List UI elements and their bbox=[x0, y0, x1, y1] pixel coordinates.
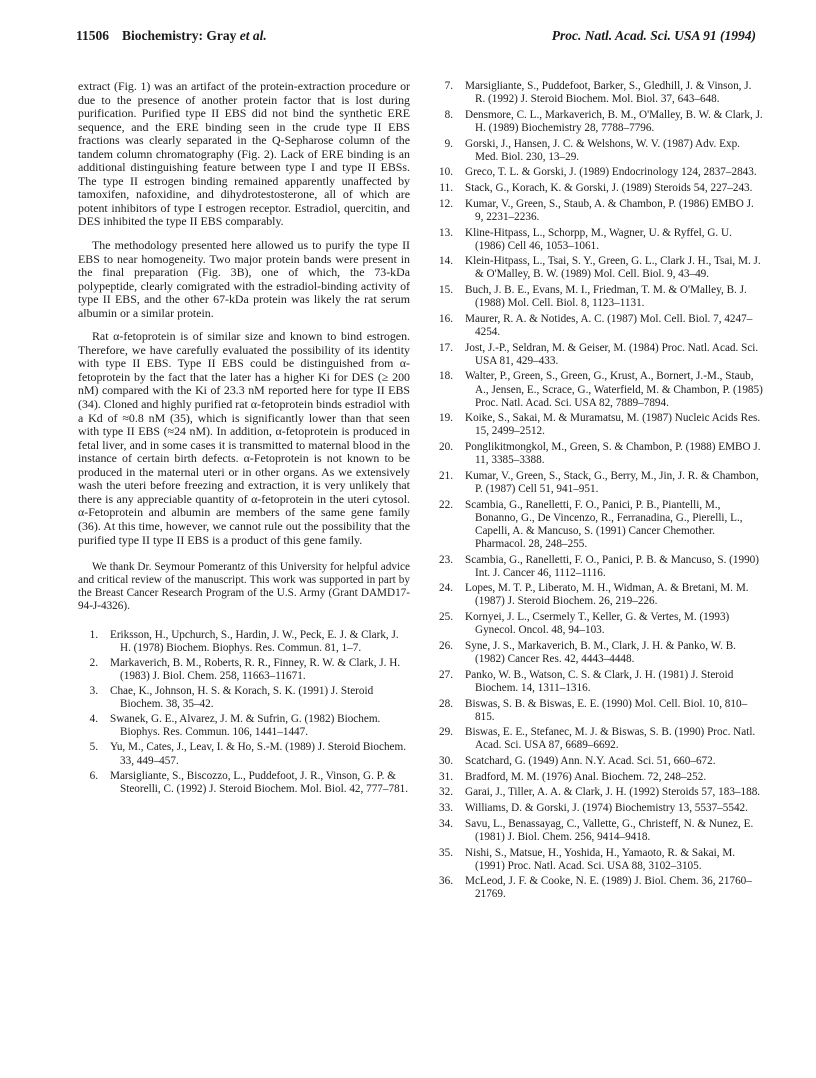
reference-number: 33. bbox=[439, 802, 453, 815]
reference-text: Buch, J. B. E., Evans, M. I., Friedman, T. M. & O'Malley, B. J. (1988) Mol. Cell. Biol. 8, 1123–1131. bbox=[465, 284, 747, 310]
reference-number: 29. bbox=[439, 726, 453, 739]
reference-item bbox=[433, 875, 763, 901]
body-paragraph-2: The methodology presented here allowed us to purify the type II EBS to near homogeneity. Two major protein bands were present in the final preparation (Fig. 3B), one of which, the 73-kDa polypeptide, clearly comigrated with the estradiol-binding activity of type II EBS, and the other 67-kDa protein was likely the rat serum albumin or a similar protein. bbox=[78, 238, 410, 320]
running-title-etal: et al. bbox=[239, 28, 267, 43]
reference-item bbox=[433, 582, 763, 608]
reference-item bbox=[433, 818, 763, 844]
reference-item bbox=[433, 786, 763, 799]
reference-number: 34. bbox=[439, 817, 453, 830]
reference-text: Scatchard, G. (1949) Ann. N.Y. Acad. Sci. 51, 660–672. bbox=[465, 755, 716, 768]
reference-number: 4. bbox=[89, 713, 98, 726]
reference-number: 31. bbox=[439, 770, 453, 783]
journal-citation: Proc. Natl. Acad. Sci. USA 91 (1994) bbox=[551, 28, 756, 43]
reference-number: 12. bbox=[439, 197, 453, 210]
reference-number: 23. bbox=[439, 553, 453, 566]
page-number: 11506 bbox=[76, 28, 110, 43]
page-header bbox=[76, 28, 756, 48]
reference-text: Yu, M., Cates, J., Leav, I. & Ho, S.-M. (1989) J. Steroid Biochem. 33, 449–457. bbox=[110, 741, 407, 767]
left-column bbox=[78, 80, 410, 798]
acknowledgment: We thank Dr. Seymour Pomerantz of this University for helpful advice and critical review of the manuscript. This work was supported in part by the Breast Cancer Research Program of the U.S. Army (Grant DAMD17-94-J-4326). bbox=[78, 561, 410, 612]
reference-text: Nishi, S., Matsue, H., Yoshida, H., Yamaoto, R. & Sakai, M. (1991) Proc. Natl. Acad. Sci. USA 88, 3102–3105. bbox=[465, 846, 736, 872]
reference-number: 1. bbox=[89, 628, 98, 641]
reference-list-right bbox=[433, 80, 763, 902]
reference-item bbox=[78, 685, 410, 711]
reference-text: Koike, S., Sakai, M. & Muramatsu, M. (1987) Nucleic Acids Res. 15, 2499–2512. bbox=[465, 412, 761, 438]
reference-item bbox=[433, 227, 763, 253]
running-title-text: Biochemistry: Gray bbox=[122, 28, 240, 43]
reference-number: 20. bbox=[439, 441, 453, 454]
reference-number: 24. bbox=[439, 582, 453, 595]
reference-text: Panko, W. B., Watson, C. S. & Clark, J. H. (1981) J. Steroid Biochem. 14, 1311–1316. bbox=[465, 668, 734, 694]
reference-text: Scambia, G., Ranelletti, F. O., Panici, P. B. & Mancuso, S. (1990) Int. J. Cancer 46, 1112–1116. bbox=[465, 553, 759, 579]
reference-item bbox=[433, 554, 763, 580]
reference-item bbox=[433, 611, 763, 637]
reference-number: 15. bbox=[439, 284, 453, 297]
reference-item bbox=[433, 755, 763, 768]
reference-text: Jost, J.-P., Seldran, M. & Geiser, M. (1984) Proc. Natl. Acad. Sci. USA 81, 429–433. bbox=[465, 341, 759, 367]
reference-item bbox=[433, 698, 763, 724]
reference-item bbox=[78, 629, 410, 655]
reference-number: 22. bbox=[439, 498, 453, 511]
reference-item bbox=[433, 109, 763, 135]
reference-item bbox=[433, 669, 763, 695]
reference-text: Garai, J., Tiller, A. A. & Clark, J. H. (1992) Steroids 57, 183–188. bbox=[465, 786, 761, 799]
reference-number: 30. bbox=[439, 755, 453, 768]
reference-item bbox=[433, 182, 763, 195]
reference-item bbox=[433, 771, 763, 784]
reference-item bbox=[433, 499, 763, 551]
reference-item bbox=[433, 198, 763, 224]
reference-item bbox=[433, 726, 763, 752]
reference-number: 16. bbox=[439, 312, 453, 325]
reference-number: 13. bbox=[439, 226, 453, 239]
reference-item bbox=[78, 657, 410, 683]
reference-item bbox=[433, 284, 763, 310]
reference-text: McLeod, J. F. & Cooke, N. E. (1989) J. Biol. Chem. 36, 21760–21769. bbox=[465, 875, 752, 901]
reference-item bbox=[78, 770, 410, 796]
reference-item bbox=[433, 313, 763, 339]
reference-item bbox=[78, 741, 410, 767]
reference-number: 2. bbox=[89, 656, 98, 669]
reference-text: Walter, P., Green, S., Green, G., Krust, A., Bornert, J.-M., Staub, A., Jensen, E., Scrace, G., Waterfield, M. & Chambon, P. (1985) Proc. Natl. Acad. Sci. USA 82, 7889–7894. bbox=[465, 370, 763, 409]
reference-text: Maurer, R. A. & Notides, A. C. (1987) Mol. Cell. Biol. 7, 4247–4254. bbox=[465, 312, 753, 338]
reference-number: 35. bbox=[439, 846, 453, 859]
reference-number: 32. bbox=[439, 786, 453, 799]
running-title bbox=[122, 28, 267, 44]
reference-number: 7. bbox=[444, 80, 453, 92]
reference-text: Bradford, M. M. (1976) Anal. Biochem. 72, 248–252. bbox=[465, 770, 707, 783]
reference-text: Kumar, V., Green, S., Staub, A. & Chambon, P. (1986) EMBO J. 9, 2231–2236. bbox=[465, 197, 754, 223]
reference-item bbox=[433, 412, 763, 438]
reference-number: 21. bbox=[439, 469, 453, 482]
reference-text: Ponglikitmongkol, M., Green, S. & Chambon, P. (1988) EMBO J. 11, 3385–3388. bbox=[465, 441, 761, 467]
reference-number: 9. bbox=[444, 137, 453, 150]
reference-item bbox=[433, 80, 763, 106]
reference-number: 27. bbox=[439, 668, 453, 681]
right-column bbox=[433, 80, 763, 904]
reference-number: 10. bbox=[439, 166, 453, 179]
reference-text: Biswas, E. E., Stefanec, M. J. & Biswas, S. B. (1990) Proc. Natl. Acad. Sci. USA 87, 6689–6692. bbox=[465, 726, 756, 752]
reference-text: Syne, J. S., Markaverich, B. M., Clark, J. H. & Panko, W. B. (1982) Cancer Res. 42, 4443–4448. bbox=[465, 639, 736, 666]
reference-text: Biswas, S. B. & Biswas, E. E. (1990) Mol. Cell. Biol. 10, 810–815. bbox=[465, 697, 748, 723]
reference-item bbox=[433, 640, 763, 666]
reference-number: 3. bbox=[89, 685, 98, 698]
reference-text: Kornyei, J. L., Csermely T., Keller, G. & Vertes, M. (1993) Gynecol. Oncol. 48, 94–103. bbox=[465, 611, 730, 637]
reference-text: Gorski, J., Hansen, J. C. & Welshons, W. V. (1987) Adv. Exp. Med. Biol. 230, 13–29. bbox=[465, 137, 740, 163]
reference-number: 25. bbox=[439, 611, 453, 624]
reference-text: Chae, K., Johnson, H. S. & Korach, S. K. (1991) J. Steroid Biochem. 38, 35–42. bbox=[110, 685, 374, 711]
reference-item bbox=[433, 138, 763, 164]
reference-text: Lopes, M. T. P., Liberato, M. H., Widman, A. & Bretani, M. M. (1987) J. Steroid Biochem. 26, 219–226. bbox=[465, 582, 749, 608]
reference-number: 19. bbox=[439, 412, 453, 425]
reference-text: Scambia, G., Ranelletti, F. O., Panici, P. B., Piantelli, M., Bonanno, G., De Vincenzo, R., Ferranadina, G., Pierelli, L., Capelli, A. & Mancuso, S. (1991) Cancer Chemother. Pharmacol. 28, 248–255. bbox=[465, 498, 743, 550]
reference-item bbox=[433, 166, 763, 179]
reference-text: Kline-Hitpass, L., Schorpp, M., Wagner, U. & Ryffel, G. U. (1986) Cell 46, 1053–1061. bbox=[465, 226, 732, 252]
reference-text: Densmore, C. L., Markaverich, B. M., O'Malley, B. W. & Clark, J. H. (1989) Biochemistry 28, 7788–7796. bbox=[465, 108, 763, 134]
reference-item bbox=[433, 802, 763, 815]
reference-number: 5. bbox=[89, 741, 98, 754]
body-paragraph-1: extract (Fig. 1) was an artifact of the protein-extraction procedure or due to the presence of another protein factor that is lost during purification. Purified type II EBS did not bind the synthetic ERE sequence, and the ERE binding seen in the crude type II EBS fractions was clearly separated in the Q-Sepharose column of the tandem column chromatography (Fig. 2). Lack of ERE binding is an additional distinguishing feature between type I and type II EBSs. The type II estrogen binding remained apparently unaffected by tamoxifen, nafoxidine, and dihydrotestosterone, all of which are potent inhibitors of type I estrogen receptor. Estradiol, quercitin, and DES inhibited the type II EBS comparably. bbox=[78, 79, 410, 229]
reference-item bbox=[433, 342, 763, 368]
reference-text: Eriksson, H., Upchurch, S., Hardin, J. W., Peck, E. J. & Clark, J. H. (1978) Biochem. Biophys. Res. Commun. 81, 1–7. bbox=[110, 628, 399, 654]
reference-text: Kumar, V., Green, S., Stack, G., Berry, M., Jin, J. R. & Chambon, P. (1987) Cell 51, 941–951. bbox=[465, 469, 759, 495]
reference-number: 28. bbox=[439, 697, 453, 710]
reference-number: 14. bbox=[439, 255, 453, 268]
reference-number: 36. bbox=[439, 875, 453, 888]
reference-number: 8. bbox=[444, 108, 453, 121]
reference-number: 18. bbox=[439, 370, 453, 383]
reference-item bbox=[433, 470, 763, 496]
reference-text: Greco, T. L. & Gorski, J. (1989) Endocrinology 124, 2837–2843. bbox=[465, 166, 757, 179]
reference-text: Savu, L., Benassayag, C., Vallette, G., Christeff, N. & Nunez, E. (1981) J. Biol. Chem. 256, 9414–9418. bbox=[465, 817, 754, 843]
reference-item bbox=[433, 255, 763, 281]
reference-text: Swanek, G. E., Alvarez, J. M. & Sufrin, G. (1982) Biochem. Biophys. Res. Commun. 106, 1441–1447. bbox=[110, 713, 381, 739]
reference-item bbox=[433, 441, 763, 467]
reference-list-left bbox=[78, 629, 410, 796]
reference-text: Williams, D. & Gorski, J. (1974) Biochemistry 13, 5537–5542. bbox=[465, 802, 748, 815]
reference-number: 17. bbox=[439, 341, 453, 354]
reference-item bbox=[433, 847, 763, 873]
reference-text: Marsigliante, S., Biscozzo, L., Puddefoot, J. R., Vinson, G. P. & Steorelli, C. (1992) J. Steroid Biochem. Mol. Biol. 42, 777–781. bbox=[110, 769, 409, 795]
reference-number: 26. bbox=[439, 639, 453, 652]
reference-number: 11. bbox=[439, 182, 453, 195]
reference-item bbox=[433, 370, 763, 409]
reference-item bbox=[78, 713, 410, 739]
reference-text: Markaverich, B. M., Roberts, R. R., Finney, R. W. & Clark, J. H. (1983) J. Biol. Chem. 258, 11663–11671. bbox=[110, 656, 401, 682]
reference-number: 6. bbox=[89, 769, 98, 782]
reference-text: Stack, G., Korach, K. & Gorski, J. (1989) Steroids 54, 227–243. bbox=[465, 182, 753, 195]
body-paragraph-3: Rat α-fetoprotein is of similar size and known to bind estrogen. Therefore, we have carefully evaluated the possibility of its identity with type II EBS. Type II EBS could be distinguished from α-fetoprotein by the fact that the later has a higher Ki for DES (≥ 200 nM) compared with the Ki of 23.3 nM reported here for type II EBS (34). Cloned and highly purified rat α-fetoprotein binds estradiol with a Kd of ≈0.8 nM (35), which is significantly lower than that seen with type II EBS (≈24 nM). In addition, α-fetoprotein is produced in fetal liver, and in some cases it is transmitted to maternal blood in the instance of certain birth defects. α-Fetoprotein is not known to be produced in the maternal uteri or in other organs. As we extensively wash the uteri before freezing and extraction, it is very unlikely that there is any appreciable quantity of α-fetoprotein in the uteri cytosol. α-Fetoprotein and albumin are members of the same gene family (36). At this time, however, we cannot rule out the possibility that the purified type II type II EBS is a product of this gene family. bbox=[78, 329, 410, 547]
reference-text: Klein-Hitpass, L., Tsai, S. Y., Green, G. L., Clark J. H., Tsai, M. J. & O'Malley, B. W. (1989) Mol. Cell. Biol. 9, 43–49. bbox=[465, 255, 761, 281]
reference-text: Marsigliante, S., Puddefoot, Barker, S., Gledhill, J. & Vinson, J. R. (1992) J. Steroid Biochem. Mol. Biol. 37, 643–648. bbox=[465, 80, 752, 106]
